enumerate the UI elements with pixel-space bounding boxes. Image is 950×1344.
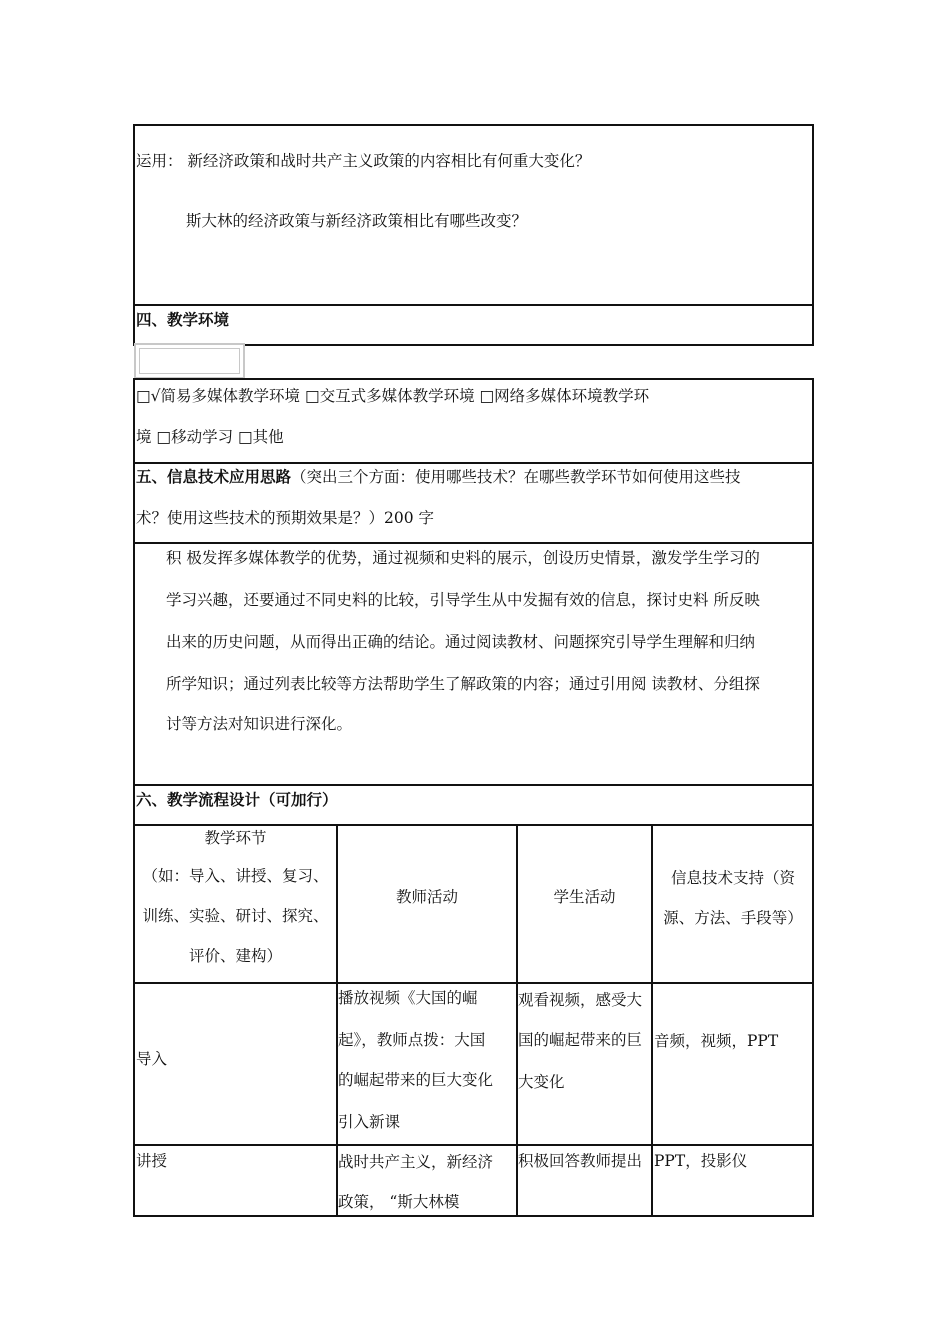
header-stage-line: 评价、建构）: [188, 947, 282, 965]
env-options-line2: 境 □移动学习 □其他: [136, 428, 284, 446]
row-student-line: 国的崛起带来的巨: [518, 1031, 643, 1049]
sec5-body-line: 出来的历史问题，从而得出正确的结论。通过阅读教材、问题探究引导学生理解和归纳: [166, 633, 756, 651]
header-stage-line: （如：导入、讲授、复习、: [142, 867, 329, 885]
blank-cell-box: [134, 343, 245, 379]
sec5-title-bold: 五、信息技术应用思路: [136, 467, 292, 486]
apply-question-2: 斯大林的经济政策与新经济政策相比有哪些改变？: [186, 212, 528, 230]
sec5-title-rest: （突出三个方面：使用哪些技术？在哪些教学环节如何使用这些技: [291, 468, 741, 486]
sec5-body-box: [133, 542, 814, 786]
row-teacher-line: 的崛起带来的巨大变化: [338, 1071, 494, 1089]
row-teacher-line: 起》，教师点拨：大国: [338, 1031, 486, 1049]
row-teacher-line: 播放视频《大国的崛: [338, 989, 478, 1007]
sec5-body-line: 所学知识；通过列表比较等方法帮助学生了解政策的内容；通过引用阅 读教材、分组探: [166, 675, 760, 693]
sec5-title: [136, 467, 741, 487]
sec6-title: 六、教学流程设计（可加行）: [136, 790, 338, 809]
row-divider: [133, 982, 814, 984]
sec5-body-line: 讨等方法对知识进行深化。: [166, 715, 353, 733]
header-stage-line: 训练、实验、研讨、探究、: [142, 907, 329, 925]
row-tech: PPT，投影仪: [654, 1152, 748, 1170]
row-student-line: 积极回答教师提出: [518, 1152, 643, 1170]
header-tech-line: 源、方法、手段等）: [663, 909, 803, 927]
row-divider: [133, 1144, 814, 1146]
row-stage: 导入: [136, 1050, 168, 1068]
row-teacher-line: 战时共产主义，新经济: [338, 1153, 494, 1171]
sec4-title-box: [133, 304, 814, 346]
header-stage-line: 教学环节: [204, 829, 267, 847]
sec5-title-line2: 术？使用这些技术的预期效果是？）200 字: [136, 509, 435, 527]
header-teacher: 教师活动: [395, 888, 458, 906]
row-student-line: 大变化: [518, 1073, 565, 1091]
row-student-line: 观看视频，感受大: [518, 991, 643, 1009]
header-student: 学生活动: [553, 888, 616, 906]
env-options-line1: □√简易多媒体教学环境 □交互式多媒体教学环境 □网络多媒体环境教学环: [136, 387, 650, 405]
row-teacher-line: 引入新课: [338, 1113, 401, 1131]
header-tech-line: 信息技术支持（资: [670, 869, 795, 887]
row-teacher-line: 政策， “斯大林模: [338, 1193, 460, 1211]
sec5-body-line: 学习兴趣，还要通过不同史料的比较，引导学生从中发掘有效的信息，探讨史料 所反映: [166, 591, 760, 609]
row-stage: 讲授: [136, 1152, 168, 1170]
apply-question-1: 运用： 新经济政策和战时共产主义政策的内容相比有何重大变化？: [136, 152, 591, 170]
row-tech: 音频，视频，PPT: [654, 1032, 779, 1050]
sec4-title: 四、教学环境: [136, 310, 230, 329]
sec5-body-line: 积 极发挥多媒体教学的优势，通过视频和史料的展示，创设历史情景，激发学生学习的: [166, 549, 760, 567]
